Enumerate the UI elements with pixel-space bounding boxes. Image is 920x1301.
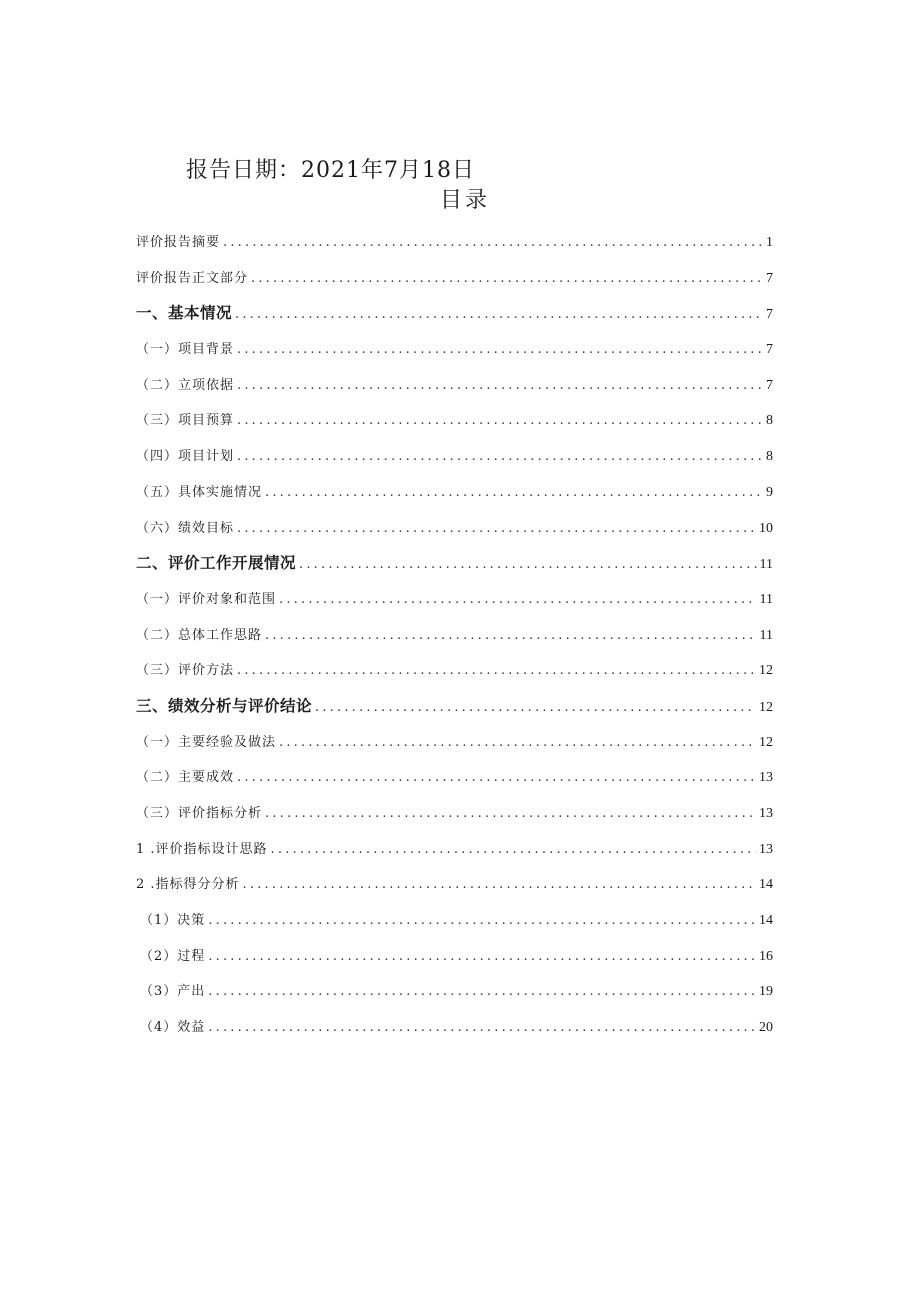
toc-entry-page: 9	[766, 484, 773, 500]
toc-entry-1-5[interactable]	[136, 475, 773, 511]
toc-entry-label: （二）立项依据	[136, 377, 235, 393]
toc-entry-page: 14	[759, 913, 773, 929]
toc-entry-3-3[interactable]	[136, 796, 773, 832]
dot-leader	[237, 403, 763, 439]
dot-leader	[237, 511, 756, 547]
dot-leader	[279, 582, 757, 618]
toc-entry-2-1[interactable]	[136, 582, 773, 618]
dot-leader	[235, 297, 763, 333]
toc-entry-1-1[interactable]	[136, 332, 773, 368]
dot-leader	[299, 547, 757, 583]
toc-entry-page: 11	[759, 557, 773, 573]
toc-entry-label: 一、基本情况	[136, 304, 233, 323]
dot-leader	[243, 867, 756, 903]
toc-entry-label: 1 .评价指标设计思路	[136, 841, 268, 857]
toc-entry-section-2[interactable]	[136, 546, 773, 582]
report-date: 报告日期：2021年7月18日	[186, 158, 475, 183]
toc-entry-page: 13	[759, 770, 773, 786]
toc-entry-label: （六）绩效目标	[136, 520, 235, 536]
toc-entry-page: 12	[759, 663, 773, 679]
table-of-contents	[136, 225, 773, 1046]
dot-leader	[208, 974, 756, 1010]
toc-entry-label: 评价报告摘要	[136, 235, 221, 250]
dot-leader	[271, 832, 756, 868]
toc-entry-3-3-2[interactable]	[136, 867, 773, 903]
dot-leader	[279, 725, 756, 761]
dot-leader	[237, 439, 763, 475]
toc-entry-page: 11	[759, 627, 773, 643]
toc-entry-summary[interactable]	[136, 225, 773, 261]
dot-leader	[208, 903, 756, 939]
toc-entry-page: 7	[766, 377, 773, 393]
dot-leader	[265, 618, 757, 654]
toc-entry-section-3[interactable]	[136, 689, 773, 725]
toc-entry-label: （二）总体工作思路	[136, 627, 263, 643]
toc-entry-page: 7	[766, 307, 773, 323]
dot-leader	[223, 225, 763, 261]
dot-leader	[237, 332, 763, 368]
toc-entry-label: （一）主要经验及做法	[136, 734, 277, 750]
toc-entry-page: 12	[759, 699, 773, 715]
toc-entry-label: （三）评价方法	[136, 663, 235, 679]
toc-entry-1-4[interactable]	[136, 439, 773, 475]
toc-entry-section-1[interactable]	[136, 296, 773, 332]
toc-entry-label: 评价报告正文部分	[136, 270, 249, 286]
toc-entry-label: 二、评价工作开展情况	[136, 554, 297, 573]
toc-entry-label: （五）具体实施情况	[136, 484, 263, 500]
toc-entry-page: 13	[759, 841, 773, 857]
dot-leader	[237, 760, 756, 796]
toc-entry-page: 19	[759, 984, 773, 1000]
toc-entry-page: 7	[766, 270, 773, 286]
toc-entry-label: （二）主要成效	[136, 770, 235, 786]
toc-entry-1-6[interactable]	[136, 511, 773, 547]
toc-entry-3-3-2-1[interactable]	[136, 903, 773, 939]
toc-entry-1-3[interactable]	[136, 403, 773, 439]
toc-entry-label: 2 .指标得分分析	[136, 877, 240, 893]
toc-entry-page: 13	[759, 806, 773, 821]
toc-entry-label: （四）项目计划	[136, 449, 235, 465]
toc-entry-label: （2）过程	[140, 948, 206, 964]
toc-entry-main-body[interactable]	[136, 261, 773, 297]
dot-leader	[237, 653, 756, 689]
toc-entry-page: 20	[759, 1020, 773, 1036]
toc-entry-label: 三、绩效分析与评价结论	[136, 696, 313, 715]
toc-entry-3-1[interactable]	[136, 725, 773, 761]
dot-leader	[315, 690, 756, 726]
dot-leader	[265, 796, 756, 832]
toc-entry-label: （1）决策	[140, 913, 206, 929]
toc-entry-label: （一）评价对象和范围	[136, 591, 277, 607]
toc-entry-page: 8	[766, 449, 773, 465]
toc-entry-page: 7	[766, 342, 773, 358]
toc-entry-label: （一）项目背景	[136, 342, 235, 358]
toc-entry-3-2[interactable]	[136, 760, 773, 796]
dot-leader	[237, 368, 763, 404]
toc-entry-page: 11	[759, 591, 773, 607]
toc-entry-2-2[interactable]	[136, 618, 773, 654]
toc-entry-page: 14	[759, 877, 773, 893]
toc-entry-page: 8	[766, 413, 773, 429]
toc-entry-3-3-1[interactable]	[136, 832, 773, 868]
toc-entry-label: （4）效益	[140, 1020, 206, 1036]
toc-entry-page: 1	[766, 235, 773, 250]
toc-entry-3-3-2-2[interactable]	[136, 939, 773, 975]
dot-leader	[208, 1010, 756, 1046]
dot-leader	[265, 475, 763, 511]
dot-leader	[251, 261, 763, 297]
toc-entry-label: （3）产出	[140, 984, 206, 1000]
toc-entry-label: （三）项目预算	[136, 413, 235, 429]
toc-entry-label: （三）评价指标分析	[136, 806, 263, 821]
toc-entry-3-3-2-3[interactable]	[136, 974, 773, 1010]
toc-entry-page: 16	[759, 948, 773, 964]
toc-entry-page: 12	[759, 734, 773, 750]
dot-leader	[208, 939, 756, 975]
toc-entry-2-3[interactable]	[136, 653, 773, 689]
toc-title: 目录	[440, 188, 491, 213]
toc-entry-page: 10	[759, 520, 773, 536]
toc-entry-3-3-2-4[interactable]	[136, 1010, 773, 1046]
toc-entry-1-2[interactable]	[136, 368, 773, 404]
